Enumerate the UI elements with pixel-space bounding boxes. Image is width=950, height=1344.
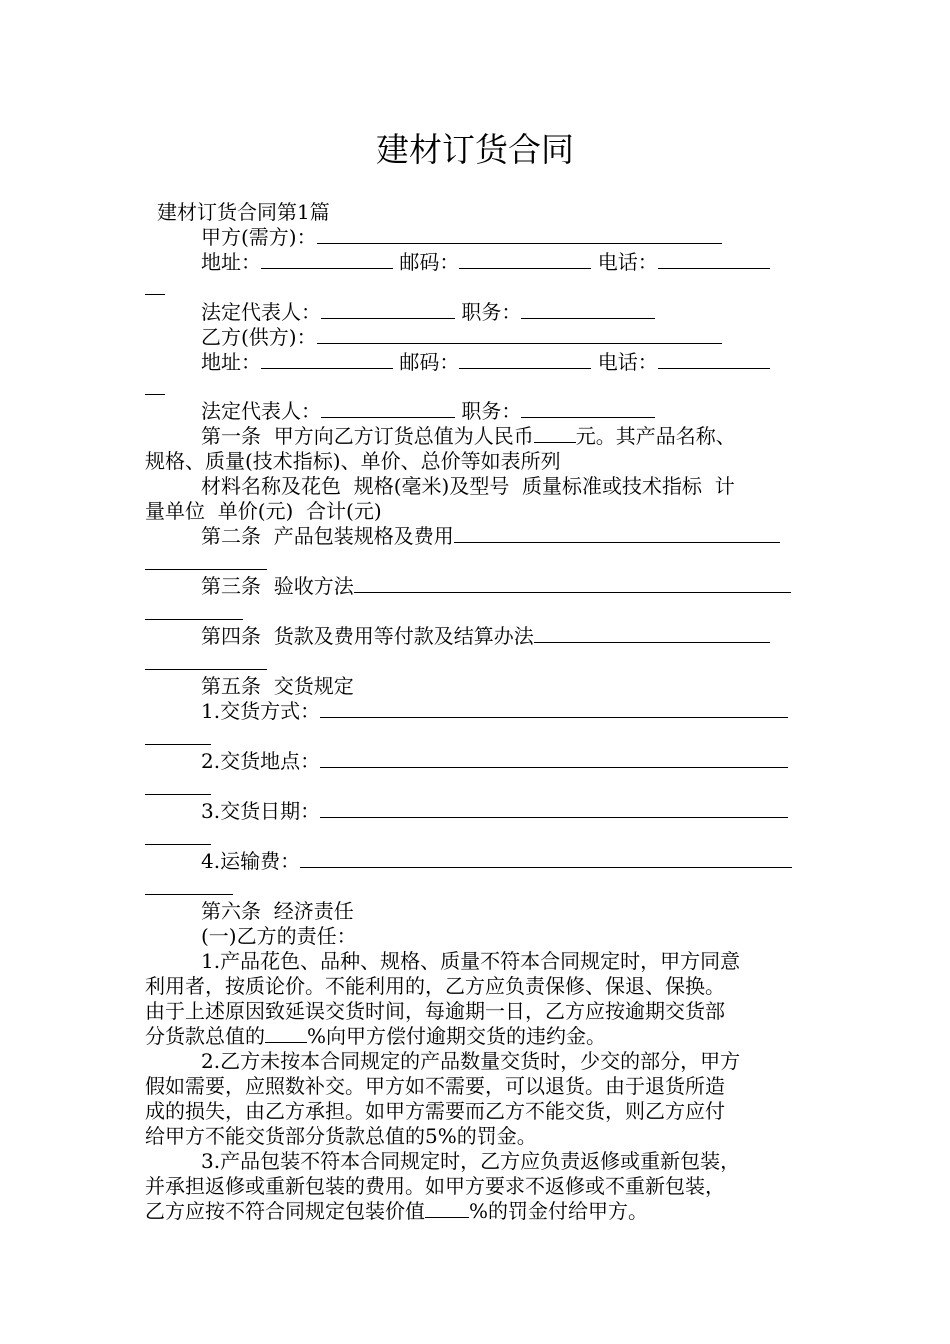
article-6-p3-l1: 3.产品包装不符本合同规定时，乙方应负责返修或重新包装， xyxy=(201,1149,741,1173)
article-3-text: 第三条 验收方法 xyxy=(201,574,354,598)
delivery-method-blank[interactable] xyxy=(320,700,788,718)
party-b-rep-label: 法定代表人： xyxy=(201,399,321,423)
article-6-p1-text-a: 分货款总值的 xyxy=(145,1024,265,1048)
section-subtitle: 建材订货合同第1篇 xyxy=(157,200,330,224)
delivery-date-label: 3.交货日期： xyxy=(201,799,321,823)
party-b-phone-blank[interactable] xyxy=(658,351,770,369)
party-a-rep-blank[interactable] xyxy=(321,301,455,319)
article-6-p2-l4: 给甲方不能交货部分货款总值的5%的罚金。 xyxy=(145,1124,537,1148)
delivery-date-line xyxy=(201,799,807,824)
article-6-p2-l3: 成的损失，由乙方承担。如甲方需要而乙方不能交货，则乙方应付 xyxy=(145,1099,725,1123)
article-3-blank-cont xyxy=(145,619,243,621)
party-b-phone-blank-cont xyxy=(145,394,165,396)
party-a-label: 甲方(需方)： xyxy=(201,225,317,249)
party-b-address-blank[interactable] xyxy=(261,351,393,369)
article-6-p1-l2: 利用者，按质论价。不能利用的，乙方应负责保修、保退、保换。 xyxy=(145,974,725,998)
article-6-p1-l1: 1.产品花色、品种、规格、质量不符本合同规定时，甲方同意 xyxy=(201,949,741,973)
article-6-p1-text-b: %向甲方偿付逾期交货的违约金。 xyxy=(307,1024,607,1048)
article-3-line xyxy=(201,574,807,599)
party-b-contact-line xyxy=(201,350,807,375)
party-a-rep-label: 法定代表人： xyxy=(201,300,321,324)
article-2-blank-cont xyxy=(145,569,267,571)
party-b-rep-blank[interactable] xyxy=(321,400,455,418)
late-penalty-rate-blank[interactable] xyxy=(265,1025,307,1043)
article-6-p1-l3: 由于上述原因致延误交货时间，每逾期一日，乙方应按逾期交货部 xyxy=(145,999,725,1023)
article-1-text-b: 元。其产品名称、 xyxy=(575,424,736,448)
party-b-zip-blank[interactable] xyxy=(459,351,591,369)
article-3-blank[interactable] xyxy=(354,575,791,593)
delivery-date-blank-cont xyxy=(145,844,211,846)
party-a-line xyxy=(201,225,807,250)
party-a-zip-blank[interactable] xyxy=(459,251,591,269)
delivery-place-label: 2.交货地点： xyxy=(201,749,321,773)
article-6-p3-l2: 并承担返修或重新包装的费用。如甲方要求不返修或不重新包装， xyxy=(145,1174,725,1198)
table-header-line-1: 材料名称及花色 规格(毫米)及型号 质量标准或技术指标 计 xyxy=(201,474,735,498)
freight-line xyxy=(201,849,807,874)
article-4-line xyxy=(201,624,807,649)
party-b-phone-label: 电话： xyxy=(597,350,658,374)
party-b-label: 乙方(供方)： xyxy=(201,325,317,349)
article-5-title: 第五条 交货规定 xyxy=(201,674,354,698)
article-6-sub: (一)乙方的责任： xyxy=(201,924,357,948)
article-2-line xyxy=(201,524,807,549)
article-6-p3-l3 xyxy=(145,1199,807,1224)
delivery-method-line xyxy=(201,699,807,724)
delivery-place-blank-cont xyxy=(145,794,211,796)
party-a-zip-label: 邮码： xyxy=(399,250,460,274)
delivery-place-blank[interactable] xyxy=(320,750,788,768)
party-b-address-label: 地址： xyxy=(201,350,261,374)
article-6-p3-text-a: 乙方应按不符合同规定包装价值 xyxy=(145,1199,425,1223)
party-b-rep-line xyxy=(201,399,807,424)
party-a-rep-line xyxy=(201,300,807,325)
party-b-blank[interactable] xyxy=(317,326,722,344)
article-4-blank[interactable] xyxy=(534,625,770,643)
freight-label: 4.运输费： xyxy=(201,849,301,873)
article-1-line-1 xyxy=(201,424,807,449)
delivery-place-line xyxy=(201,749,807,774)
delivery-method-label: 1.交货方式： xyxy=(201,699,321,723)
party-a-phone-blank[interactable] xyxy=(658,251,770,269)
article-6-title: 第六条 经济责任 xyxy=(201,899,354,923)
party-a-blank[interactable] xyxy=(317,226,722,244)
delivery-date-blank[interactable] xyxy=(320,800,788,818)
freight-blank[interactable] xyxy=(300,850,792,868)
document-title: 建材订货合同 xyxy=(376,130,574,169)
freight-blank-cont xyxy=(145,894,233,896)
party-a-contact-line xyxy=(201,250,807,275)
article-2-blank[interactable] xyxy=(454,525,780,543)
article-6-p2-l2: 假如需要，应照数补交。甲方如不需要，可以退货。由于退货所造 xyxy=(145,1074,725,1098)
table-header-line-2: 量单位 单价(元) 合计(元) xyxy=(145,499,382,523)
article-1-line-2: 规格、质量(技术指标)、单价、总价等如表所列 xyxy=(145,449,561,473)
party-b-line xyxy=(201,325,807,350)
total-amount-blank[interactable] xyxy=(534,425,576,443)
packaging-penalty-rate-blank[interactable] xyxy=(425,1200,469,1218)
article-2-text: 第二条 产品包装规格及费用 xyxy=(201,524,454,548)
party-a-position-blank[interactable] xyxy=(521,301,655,319)
party-a-address-label: 地址： xyxy=(201,250,261,274)
party-b-position-blank[interactable] xyxy=(521,400,655,418)
delivery-method-blank-cont xyxy=(145,744,211,746)
article-4-blank-cont xyxy=(145,669,267,671)
party-b-position-label: 职务： xyxy=(461,399,522,423)
party-a-address-blank[interactable] xyxy=(261,251,393,269)
party-a-phone-blank-cont xyxy=(145,294,165,296)
article-6-p3-text-b: %的罚金付给甲方。 xyxy=(469,1199,649,1223)
article-6-p2-l1: 2.乙方未按本合同规定的产品数量交货时，少交的部分，甲方 xyxy=(201,1049,741,1073)
party-a-phone-label: 电话： xyxy=(597,250,658,274)
party-b-zip-label: 邮码： xyxy=(399,350,460,374)
article-4-text: 第四条 货款及费用等付款及结算办法 xyxy=(201,624,534,648)
party-a-position-label: 职务： xyxy=(461,300,522,324)
article-6-p1-l4 xyxy=(145,1024,807,1049)
article-1-text-a: 第一条 甲方向乙方订货总值为人民币 xyxy=(201,424,534,448)
